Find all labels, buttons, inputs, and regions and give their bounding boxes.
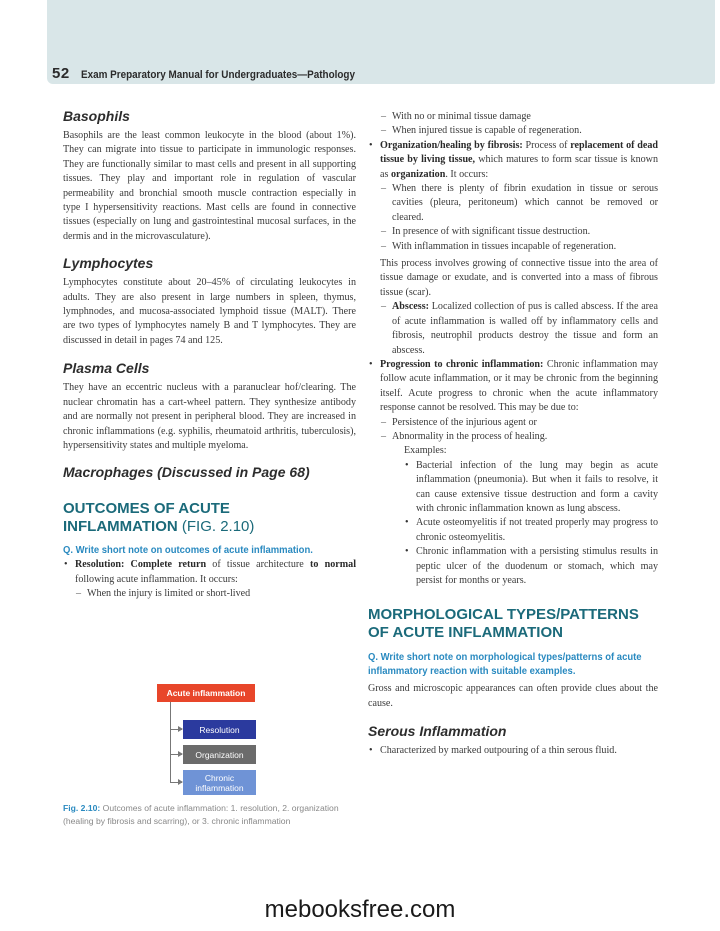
lymphocytes-heading: Lymphocytes [63, 255, 154, 272]
lymphocytes-text: Lymphocytes constitute about 20–45% of circulating leukocytes in adults. They are also present in large numbers in spleen, thymus, lymphnodes, and mucosa-associated lymphoid tissue (MALT). There are two types of lymphocytes namely B and T lymphocytes. They are discussed in detail in pages 74 and 125. [63, 277, 356, 346]
morphological-section [368, 606, 658, 711]
abscess-list [380, 300, 658, 358]
outcomes-question: Q. Write short note on outcomes of acute inflammation. [63, 545, 313, 557]
resolution-condition: – When injured tissue is capable of regeneration. [380, 124, 658, 138]
macrophages-heading: Macrophages (Discussed in Page 68) [63, 464, 310, 481]
outcomes-list-cont [368, 139, 658, 589]
left-column [63, 108, 356, 602]
basophils-section [63, 108, 356, 244]
resolution-rest: following acute inflammation. It occurs: [75, 573, 238, 585]
diagram-node-chronic-inflammation: Chronic inflammation [183, 770, 256, 795]
example-item: • Bacterial infection of the lung may begin as acute inflammation (pneumonia). But when it fails to resolve, it can cause extensive tissue destruction and form a cavity with chronic inflammation known as lung abscess. [404, 459, 658, 517]
progression-cause [380, 430, 658, 588]
organization-process-text: This process involves growing of connective tissue into the area of tissue damage or exudate, and is converted into a mass of fibrous tissue (scar). [380, 258, 658, 298]
examples-list [392, 459, 658, 589]
basophils-heading: Basophils [63, 108, 130, 124]
figure-caption-text: Outcomes of acute inflammation: 1. resolution, 2. organization (healing by fibrosis and scarring), or 3. chronic inflammation [63, 803, 339, 826]
resolution-bold: Resolution: Complete return [75, 559, 207, 571]
organization-text-3: . It occurs: [445, 168, 489, 180]
organization-bold-lead: Organization/healing by fibrosis: [380, 139, 523, 151]
progression-causes [380, 416, 658, 589]
resolution-conditions-cont [368, 110, 658, 139]
resolution-conditions [75, 587, 356, 601]
morphological-intro: Gross and microscopic appearances can often provide clues about the cause. [368, 683, 658, 709]
plasma-cells-heading: Plasma Cells [63, 360, 150, 377]
diagram-node-acute-inflammation: Acute inflammation [157, 684, 255, 702]
outcomes-heading-ref: (FIG. 2.10) [181, 518, 255, 536]
plasma-cells-text: They have an eccentric nucleus with a paranuclear hof/clearing. The nuclear chromatin has a cart-wheel pattern. They synthesize antibody and are normally not present in peripheral blood. They are increased in chronic inflammations (e.g. syphilis, rheumatoid arthritis, tuberculosis), hypersensitivity states and multiple myeloma. [63, 382, 356, 451]
serous-list [368, 744, 658, 758]
progression-cause-text: Abnormality in the process of healing. [392, 430, 548, 442]
organization-text-1: Process of [522, 139, 571, 151]
serous-section [368, 723, 658, 758]
diagram-node-resolution: Resolution [183, 720, 256, 739]
organization-item [368, 139, 658, 358]
running-head [52, 65, 385, 82]
organization-conditions [380, 182, 658, 254]
organization-bold-mid: replacement of dead tissue by living tissue, [380, 139, 658, 166]
right-column [368, 110, 658, 759]
progression-item [368, 358, 658, 589]
organization-condition: – In presence of with significant tissue destruction. [380, 225, 658, 239]
serous-heading: Serous Inflammation [368, 723, 507, 740]
resolution-normal: normal [324, 559, 356, 571]
example-item: • Chronic inflammation with a persisting stimulus results in peptic ulcer of the duodenum or stomach, which may persist for months or years. [404, 545, 658, 588]
serous-item: • Characterized by marked outpouring of a thin serous fluid. [368, 744, 658, 758]
diagram-node-organization: Organization [183, 745, 256, 764]
book-title: Exam Preparatory Manual for Undergraduates—Pathology [80, 69, 355, 81]
resolution-to: to [309, 559, 319, 571]
outcomes-heading [63, 500, 263, 536]
abscess-item [380, 300, 658, 358]
resolution-mid: of tissue architecture [206, 559, 310, 571]
basophils-text: Basophils are the least common leukocyte in the blood (about 1%). They can migrate into tissue to participate in immunologic responses. They are functionally similar to mast cells and present in all supporting tissues. They play and important role in regulation of vascular permeability and bronchial smooth muscle contraction especially in type I hypersensitivity reactions. Mast cells are found in connective tissues (especially on lung and gastrointestinal mucosal surfaces, in the dermis and in the microvasculature). [63, 130, 356, 242]
morphological-question: Q. Write short note on morphological types/patterns of acute inflammatory reaction with suitable examples. [368, 652, 642, 678]
morphological-heading: MORPHOLOGICAL TYPES/PATTERNS OF ACUTE INFLAMMATION [368, 606, 639, 642]
macrophages-section [63, 464, 356, 480]
progression-bold-lead: Progression to chronic inflammation: [380, 358, 544, 370]
organization-condition: – With inflammation in tissues incapable of regeneration. [380, 240, 658, 254]
lymphocytes-section [63, 255, 356, 348]
organization-bold-end: organization [390, 168, 446, 180]
watermark: mebooksfree.com [264, 896, 456, 923]
figure-caption-label: Fig. 2.10: [63, 803, 101, 813]
page-number: 52 [52, 65, 70, 82]
resolution-item [63, 558, 356, 601]
progression-text: Chronic inflammation may follow acute inflammation, or it may be chronic from the beginning itself. Acute progress to chronic when the acute inflammatory response cannot be resolved. This may be due to: [380, 358, 658, 414]
outcomes-section [63, 500, 356, 601]
outcomes-list [63, 558, 356, 601]
outcomes-heading-main: OUTCOMES OF ACUTE INFLAMMATION [63, 500, 230, 536]
plasma-cells-section [63, 360, 356, 453]
example-item: • Acute osteomyelitis if not treated properly may progress to chronic osteomyelitis. [404, 516, 658, 545]
organization-condition: – When there is plenty of fibrin exudation in tissue or serous cavities (pleura, peritoneum) which cannot be removed or cleared. [380, 182, 658, 225]
progression-cause: – Persistence of the injurious agent or [380, 416, 658, 430]
resolution-condition: – When the injury is limited or short-lived [75, 587, 356, 601]
organization-text-2: which matures to form scar tissue is known as [380, 154, 658, 180]
abscess-text: Localized collection of pus is called abscess. If the area of acute inflammation is walled off by inflammatory cells and fibrosis, neutrophil products destroy the tissue and form an abscess. [392, 301, 658, 356]
connector-line [170, 702, 171, 783]
abscess-bold: Abscess: [392, 301, 430, 313]
figure-2-10-diagram [150, 682, 270, 798]
resolution-condition: – With no or minimal tissue damage [380, 110, 658, 124]
figure-caption [63, 802, 356, 827]
examples-label: Examples: [404, 445, 447, 457]
